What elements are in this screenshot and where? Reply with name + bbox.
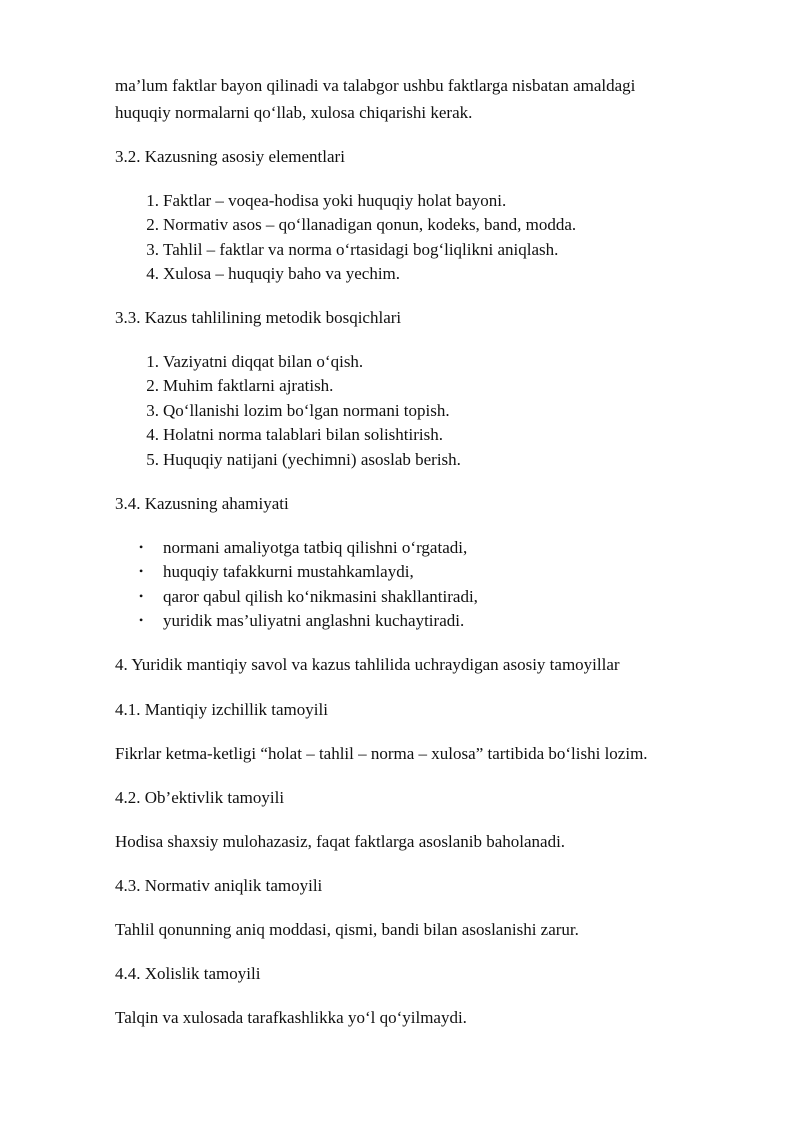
section-heading-3-2: 3.2. Kazusning asosiy elementlari: [115, 147, 345, 166]
section-heading-4: 4. Yuridik mantiqiy savol va kazus tahlilida uchraydigan asosiy tamoyillar: [115, 655, 620, 674]
section-heading-3-3: 3.3. Kazus tahlilining metodik bosqichlari: [115, 308, 402, 327]
list-item-text: Qo‘llanishi lozim bo‘lgan normani topish.: [163, 401, 450, 420]
list-item-number: 2.: [146, 215, 159, 234]
intro-line-2: huquqiy normalarni qo‘llab, xulosa chiqarishi kerak.: [115, 103, 473, 122]
list-item-text: Vaziyatni diqqat bilan o‘qish.: [163, 352, 364, 371]
list-item-text: qaror qabul qilish ko‘nikmasini shakllantiradi,: [163, 587, 478, 606]
list-item-number: 5.: [146, 450, 159, 469]
paragraph-4-2: Hodisa shaxsiy mulohazasiz, faqat faktlarga asoslanib baholanadi.: [115, 832, 566, 851]
list-item-number: 4.: [146, 264, 159, 283]
section-heading-4-4: 4.4. Xolislik tamoyili: [115, 964, 261, 983]
section-heading-4-2: 4.2. Ob’ektivlik tamoyili: [115, 788, 285, 807]
list-item-number: 1.: [146, 352, 159, 371]
list-item-number: 3.: [146, 401, 159, 420]
list-item-text: Muhim faktlarni ajratish.: [163, 376, 334, 395]
bullet-icon: •: [139, 613, 144, 627]
list-item-text: Faktlar – voqea-hodisa yoki huquqiy holat bayoni.: [163, 191, 507, 210]
list-item-number: 3.: [146, 240, 159, 259]
section-heading-4-3: 4.3. Normativ aniqlik tamoyili: [115, 876, 323, 895]
list-item-text: yuridik mas’uliyatni anglashni kuchaytiradi.: [163, 611, 465, 630]
list-item-number: 4.: [146, 425, 159, 444]
section-heading-3-4: 3.4. Kazusning ahamiyati: [115, 494, 289, 513]
paragraph-4-3: Tahlil qonunning aniq moddasi, qismi, bandi bilan asoslanishi zarur.: [115, 920, 579, 939]
list-item-text: huquqiy tafakkurni mustahkamlaydi,: [163, 562, 414, 581]
list-item-text: Holatni norma talablari bilan solishtirish.: [163, 425, 443, 444]
list-item-text: Normativ asos – qo‘llanadigan qonun, kodeks, band, modda.: [163, 215, 577, 234]
section-heading-4-1: 4.1. Mantiqiy izchillik tamoyili: [115, 700, 328, 719]
list-item-number: 1.: [146, 191, 159, 210]
list-item-text: normani amaliyotga tatbiq qilishni o‘rgatadi,: [163, 538, 468, 557]
paragraph-4-4: Talqin va xulosada tarafkashlikka yo‘l qo‘yilmaydi.: [115, 1008, 467, 1027]
bullet-icon: •: [139, 564, 144, 578]
paragraph-4-1: Fikrlar ketma-ketligi “holat – tahlil – norma – xulosa” tartibida bo‘lishi lozim.: [115, 744, 648, 763]
list-item-number: 2.: [146, 376, 159, 395]
bullet-icon: •: [139, 589, 144, 603]
list-item-text: Huquqiy natijani (yechimni) asoslab berish.: [163, 450, 461, 469]
list-item-text: Xulosa – huquqiy baho va yechim.: [163, 264, 401, 283]
bullet-icon: •: [139, 540, 144, 554]
intro-line-1: ma’lum faktlar bayon qilinadi va talabgor ushbu faktlarga nisbatan amaldagi: [115, 76, 636, 95]
list-item-text: Tahlil – faktlar va norma o‘rtasidagi bog‘liqlikni aniqlash.: [163, 240, 559, 259]
